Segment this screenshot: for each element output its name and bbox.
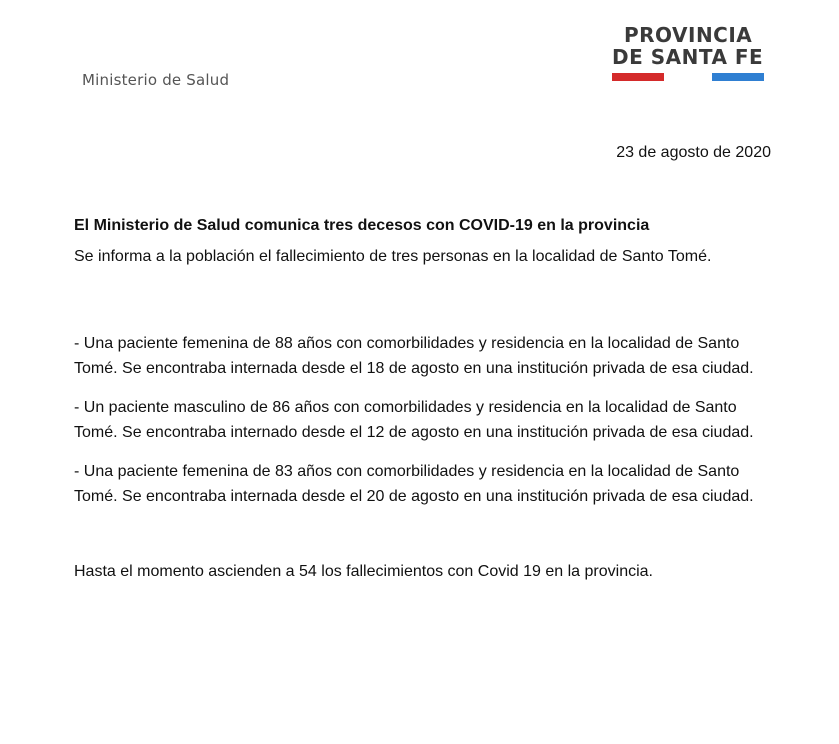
logo-color-bars [612, 73, 772, 83]
logo-red-bar [612, 73, 664, 81]
document-title: El Ministerio de Salud comunica tres decesos con COVID-19 en la provincia [74, 217, 650, 234]
logo-line-1: PROVINCIA [624, 23, 753, 47]
intro-paragraph: Se informa a la población el fallecimiento de tres personas en la localidad de Santo Tomé. [74, 248, 712, 265]
closing-paragraph: Hasta el momento ascienden a 54 los fallecimientos con Covid 19 en la provincia. [74, 563, 653, 580]
logo-line-2: DE SANTA FE [612, 45, 764, 69]
case-item: - Un paciente masculino de 86 años con comorbilidades y residencia en la localidad de Santo Tomé. Se encontraba internado desde el 12 de agosto en una institución privada de esa ciudad. [74, 399, 754, 441]
case-item: - Una paciente femenina de 88 años con comorbilidades y residencia en la localidad de Santo Tomé. Se encontraba internada desde el 18 de agosto en una institución privada de esa ciudad. [74, 335, 754, 377]
document-date: 23 de agosto de 2020 [616, 144, 771, 161]
document-body [74, 217, 774, 584]
case-item: - Una paciente femenina de 83 años con comorbilidades y residencia en la localidad de Santo Tomé. Se encontraba internada desde el 20 de agosto en una institución privada de esa ciudad. [74, 463, 754, 505]
ministry-name: Ministerio de Salud [82, 71, 230, 89]
province-logo [612, 24, 772, 83]
logo-blue-bar [712, 73, 764, 81]
